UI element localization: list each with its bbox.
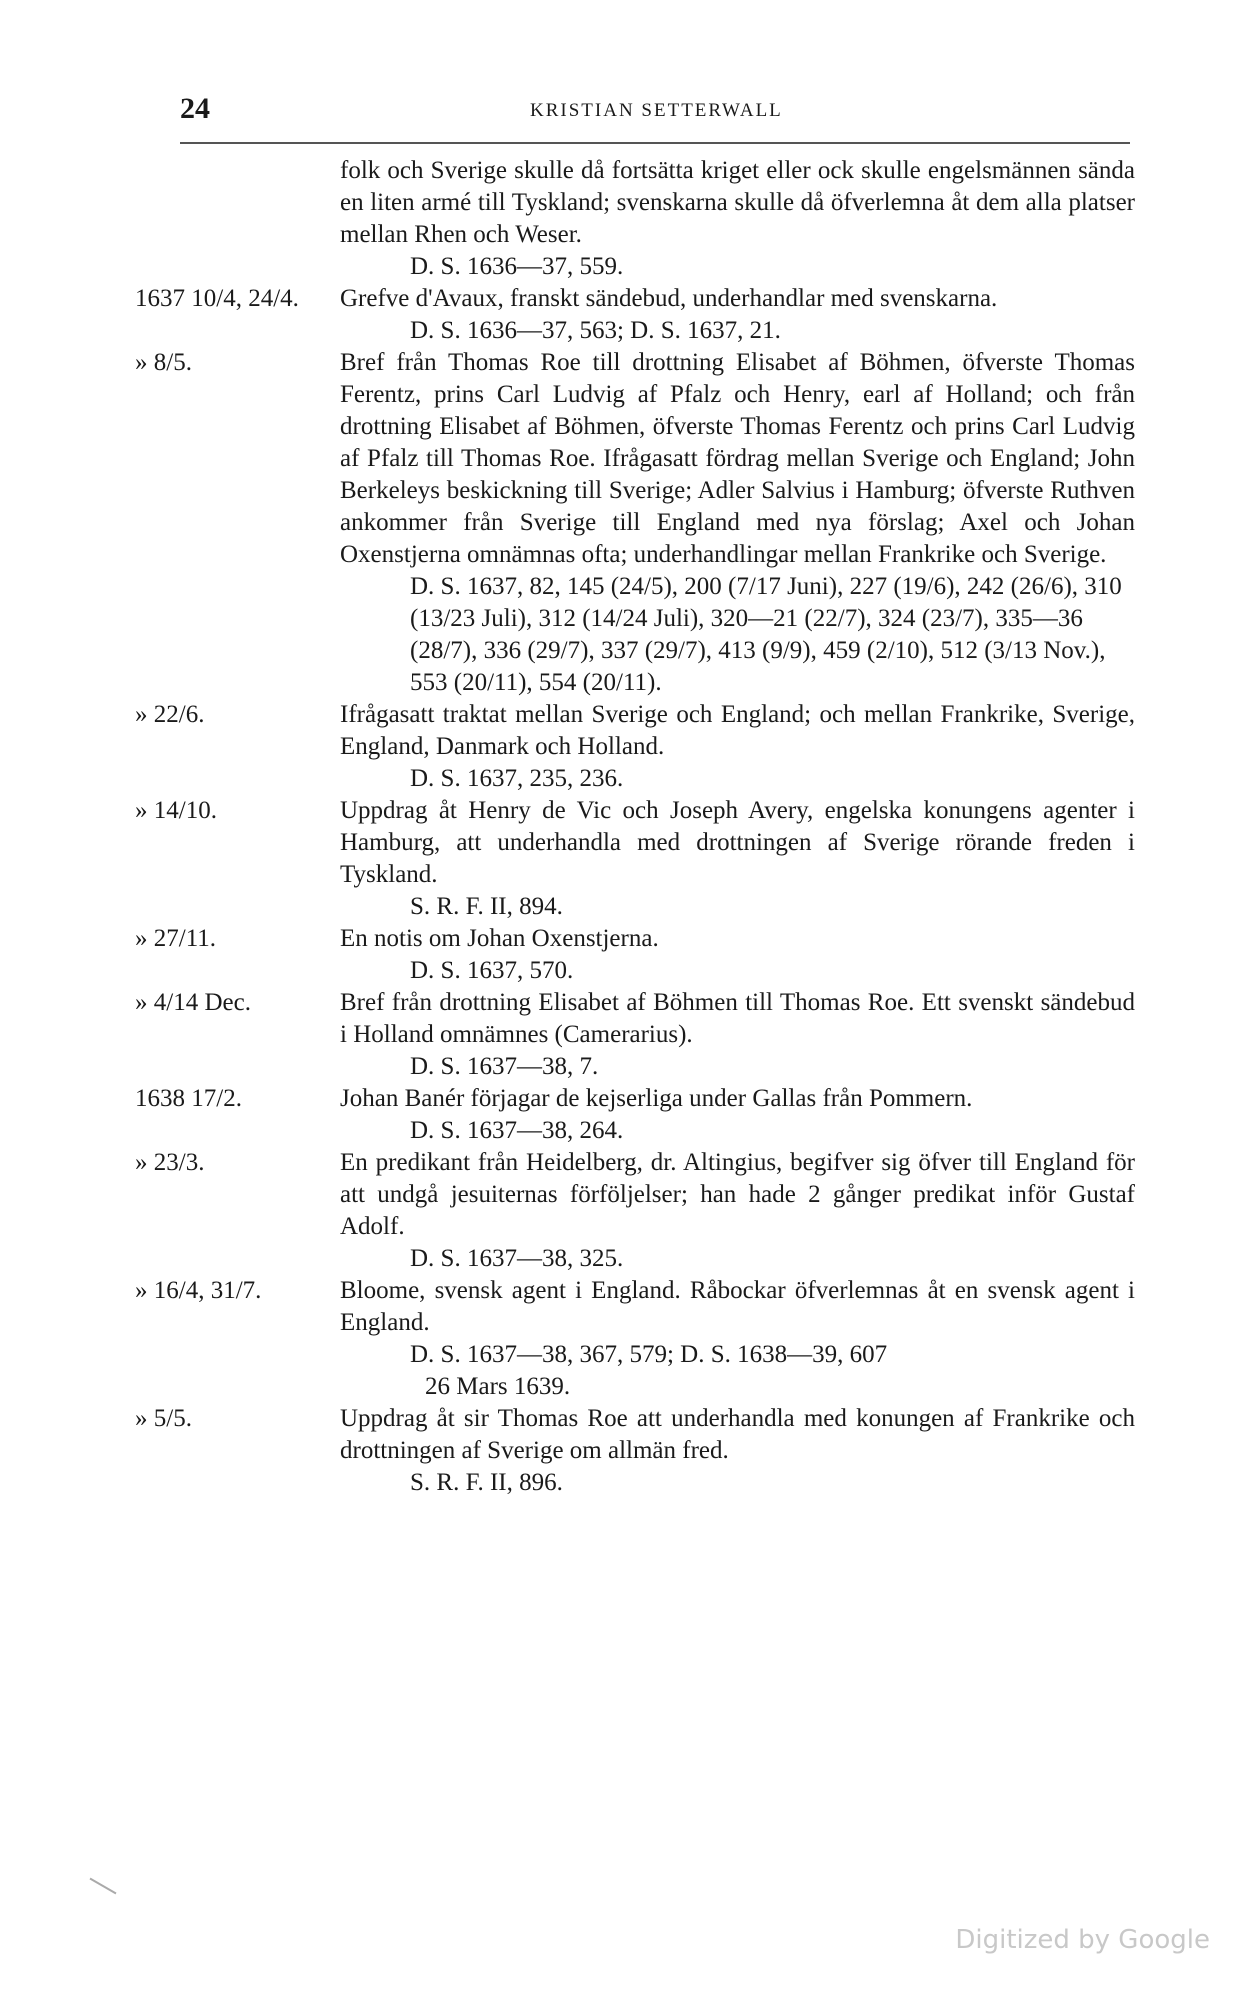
entry bbox=[135, 283, 1135, 347]
entry-reference: S. R. F. II, 894. bbox=[410, 893, 563, 920]
entry bbox=[135, 795, 1135, 923]
chronicle-body bbox=[135, 155, 1135, 1499]
entry-date: » 22/6. bbox=[135, 701, 205, 728]
entry bbox=[135, 347, 1135, 699]
entry-text: Bref från Thomas Roe till drottning Elisabet af Böhmen, öfverste Thomas Ferentz, prins Carl Ludvig af Pfalz och Henry, earl af Holland; och från drottning Elisabet af Böhmen, öfverste Thomas Ferentz och prins Carl Ludvig af Pfalz till Thomas Roe. Ifrågasatt fördrag mellan Sverige och England; John Berkeleys beskickning till Sverige; Adler Salvius i Hamburg; öfverste Ruthven ankommer från Sverige till England med nya förslag; Axel och Johan Oxenstjerna omnämnas ofta; underhandlingar mellan Frankrike och Sverige. bbox=[340, 349, 1135, 568]
entry-date: » 14/10. bbox=[135, 797, 217, 824]
entry bbox=[135, 1147, 1135, 1275]
entry-reference: D. S. 1637—38, 264. bbox=[410, 1117, 624, 1144]
entry bbox=[135, 155, 1135, 283]
entry-text: Uppdrag åt sir Thomas Roe att underhandla med konungen af Frankrike och drottningen af Sverige om allmän fred. bbox=[340, 1405, 1135, 1464]
entry-reference: D. S. 1637, 570. bbox=[410, 957, 574, 984]
entry bbox=[135, 699, 1135, 795]
running-head: KRISTIAN SETTERWALL bbox=[530, 100, 783, 121]
entry-text: Bref från drottning Elisabet af Böhmen till Thomas Roe. Ett svenskt sändebud i Holland omnämnes (Camerarius). bbox=[340, 989, 1135, 1048]
entry-date: » 16/4, 31/7. bbox=[135, 1277, 262, 1304]
entry-date: » 23/3. bbox=[135, 1149, 205, 1176]
entry-date: » 5/5. bbox=[135, 1405, 192, 1432]
entry-reference: D. S. 1637—38, 367, 579; D. S. 1638—39, 607 bbox=[410, 1341, 888, 1368]
entry-text: Uppdrag åt Henry de Vic och Joseph Avery, engelska konungens agenter i Hamburg, att underhandla med drottningen af Sverige rörande freden i Tyskland. bbox=[340, 797, 1135, 888]
entry-text: Grefve d'Avaux, franskt sändebud, underhandlar med svenskarna. bbox=[340, 285, 998, 312]
entry-text: Bloome, svensk agent i England. Råbockar öfverlemnas åt en svensk agent i England. bbox=[340, 1277, 1135, 1336]
entry-date: » 8/5. bbox=[135, 349, 192, 376]
entry-reference: D. S. 1637, 82, 145 (24/5), 200 (7/17 Juni), 227 (19/6), 242 (26/6), 310 (13/23 Juli), 312 (14/24 Juli), 320—21 (22/7), 324 (23/7), 335—36 (28/7), 336 (29/7), 337 (29/7), 413 (9/9), 459 (2/10), 512 (3/13 Nov.), 553 (20/11), 554 (20/11). bbox=[410, 573, 1122, 696]
entry bbox=[135, 1403, 1135, 1499]
entry-reference-continued: 26 Mars 1639. bbox=[425, 1373, 571, 1400]
entry-date: » 4/14 Dec. bbox=[135, 989, 251, 1016]
entry bbox=[135, 923, 1135, 987]
entry-reference: D. S. 1637, 235, 236. bbox=[410, 765, 624, 792]
entry-reference: D. S. 1637—38, 7. bbox=[410, 1053, 599, 1080]
entry-date: » 27/11. bbox=[135, 925, 217, 952]
entry-text: Johan Banér förjagar de kejserliga under Gallas från Pommern. bbox=[340, 1085, 973, 1112]
entry-text: En notis om Johan Oxenstjerna. bbox=[340, 925, 659, 952]
entry-reference: D. S. 1636—37, 563; D. S. 1637, 21. bbox=[410, 317, 781, 344]
header-rule bbox=[180, 142, 1130, 144]
entry-reference: D. S. 1637—38, 325. bbox=[410, 1245, 624, 1272]
entry bbox=[135, 987, 1135, 1083]
entry-date: 1637 10/4, 24/4. bbox=[135, 285, 299, 312]
entry-text: folk och Sverige skulle då fortsätta kriget eller ock skulle engelsmännen sända en liten armé till Tyskland; svenskarna skulle då öfverlemna åt dem alla platser mellan Rhen och Weser. bbox=[340, 157, 1135, 248]
entry-text: Ifrågasatt traktat mellan Sverige och England; och mellan Frankrike, Sverige, England, Danmark och Holland. bbox=[340, 701, 1135, 760]
digitization-watermark: Digitized by Google bbox=[955, 1925, 1210, 1955]
entry-text: En predikant från Heidelberg, dr. Altingius, begifver sig öfver till England för att undgå jesuiternas förföljelser; han hade 2 gånger predikat inför Gustaf Adolf. bbox=[340, 1149, 1135, 1240]
entry bbox=[135, 1275, 1135, 1403]
scan-mark bbox=[90, 1878, 117, 1895]
entry bbox=[135, 1083, 1135, 1147]
entry-date: 1638 17/2. bbox=[135, 1085, 242, 1112]
page-number: 24 bbox=[180, 92, 210, 125]
entry-reference: S. R. F. II, 896. bbox=[410, 1469, 563, 1496]
entry-reference: D. S. 1636—37, 559. bbox=[410, 253, 624, 280]
